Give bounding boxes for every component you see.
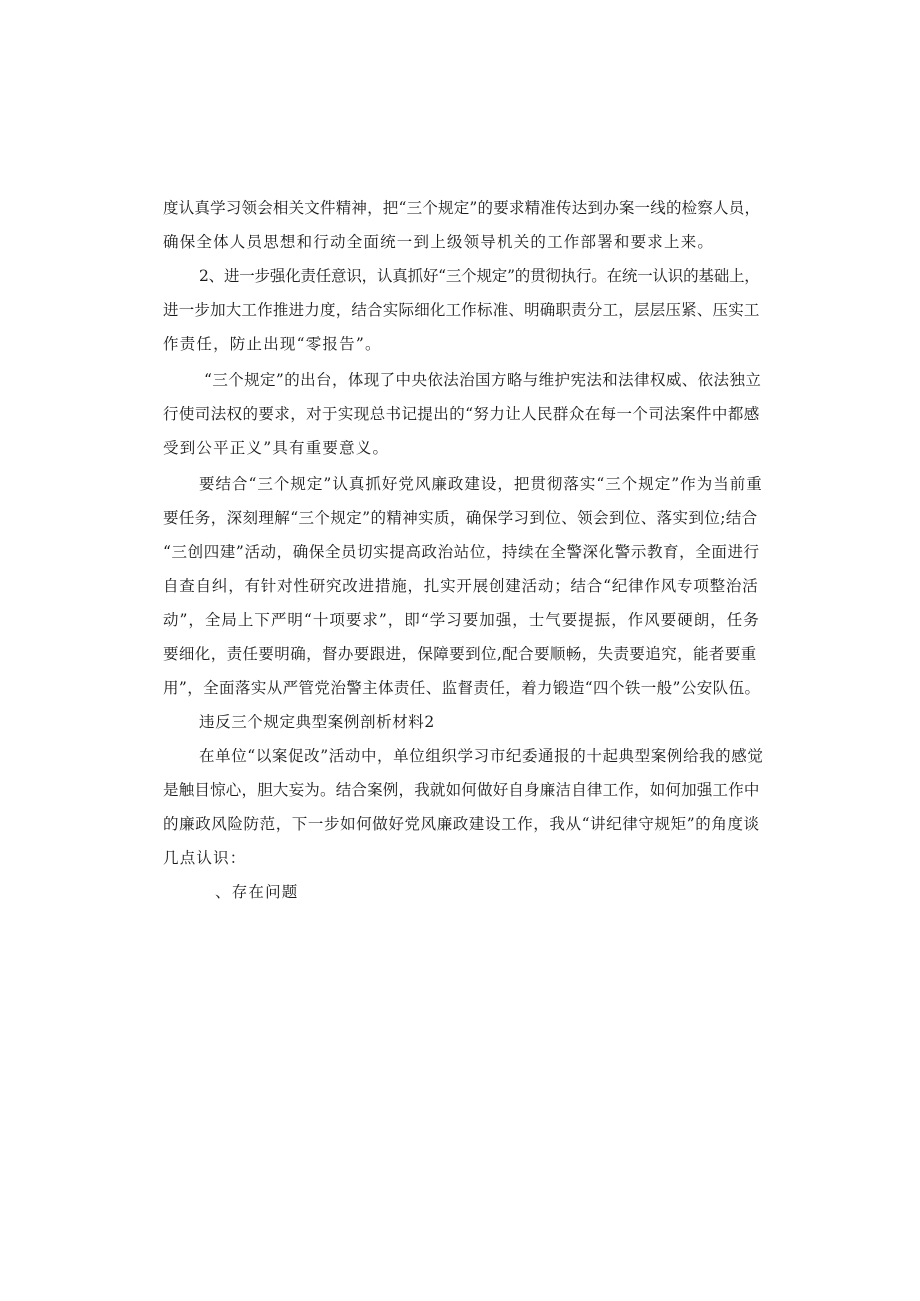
- section-heading: 违反三个规定典型案例剖析材料2: [199, 713, 435, 731]
- paragraph-5-line-4: 几点认识：: [163, 849, 247, 867]
- paragraph-4-line-2: 要任务，深刻理解“三个规定”的精神实质，确保学习到位、领会到位、落实到位;结合: [163, 509, 758, 527]
- paragraph-4-line-1: 要结合“三个规定”认真抓好党风廉政建设，把贯彻落实“三个规定”作为当前重: [199, 475, 763, 493]
- paragraph-2-line-3: 作责任，防止出现“零报告”。: [163, 335, 382, 353]
- paragraph-4-line-3: “三创四建”活动，确保全员切实提高政治站位，持续在全警深化警示教育，全面进行: [163, 543, 760, 561]
- paragraph-3-line-3: 受到公平正义”具有重要意义。: [163, 439, 390, 457]
- paragraph-4-line-5: 动”，全局上下严明“十项要求”，即“学习要加强，士气要提振，作风要硬朗，任务: [163, 611, 760, 629]
- paragraph-2-line-1: 2、进一步强化责任意识，认真抓好“三个规定”的贯彻执行。在统一认识的基础上，: [199, 267, 760, 285]
- paragraph-1-line-2: 确保全体人员思想和行动全面统一到上级领导机关的工作部署和要求上来。: [163, 233, 715, 251]
- paragraph-1-line-1: 度认真学习领会相关文件精神，把“三个规定”的要求精准传达到办案一线的检察人员，: [163, 199, 761, 217]
- paragraph-4-line-6: 要细化，责任要明确，督办要跟进，保障要到位,配合要顺畅，失责要追究，能者要重: [163, 645, 757, 663]
- paragraph-5-line-1: 在单位“以案促改”活动中，单位组织学习市纪委通报的十起典型案例给我的感觉: [199, 747, 764, 765]
- subheading-existing-problems: 、存在问题: [215, 883, 299, 901]
- paragraph-3-line-2: 行使司法权的要求，对于实现总书记提出的“努力让人民群众在每一个司法案件中都感: [163, 405, 760, 423]
- paragraph-3-line-1: “三个规定”的出台，体现了中央依法治国方略与维护宪法和法律权威、依法独立: [204, 371, 762, 389]
- paragraph-4-line-7: 用”，全面落实从严管党治警主体责任、监督责任，着力锻造“四个铁一般”公安队伍。: [163, 679, 761, 697]
- paragraph-2-line-2: 进一步加大工作推进力度，结合实际细化工作标准、明确职责分工，层层压紧、压实工: [163, 301, 760, 319]
- paragraph-5-line-2: 是触目惊心，胆大妄为。结合案例，我就如何做好自身廉洁自律工作，如何加强工作中: [163, 781, 760, 799]
- paragraph-5-line-3: 的廉政风险防范，下一步如何做好党风廉政建设工作，我从“讲纪律守规矩”的角度谈: [163, 815, 760, 833]
- paragraph-4-line-4: 自查自纠，有针对性研究改进措施，扎实开展创建活动；结合“纪律作风专项整治活: [163, 577, 759, 595]
